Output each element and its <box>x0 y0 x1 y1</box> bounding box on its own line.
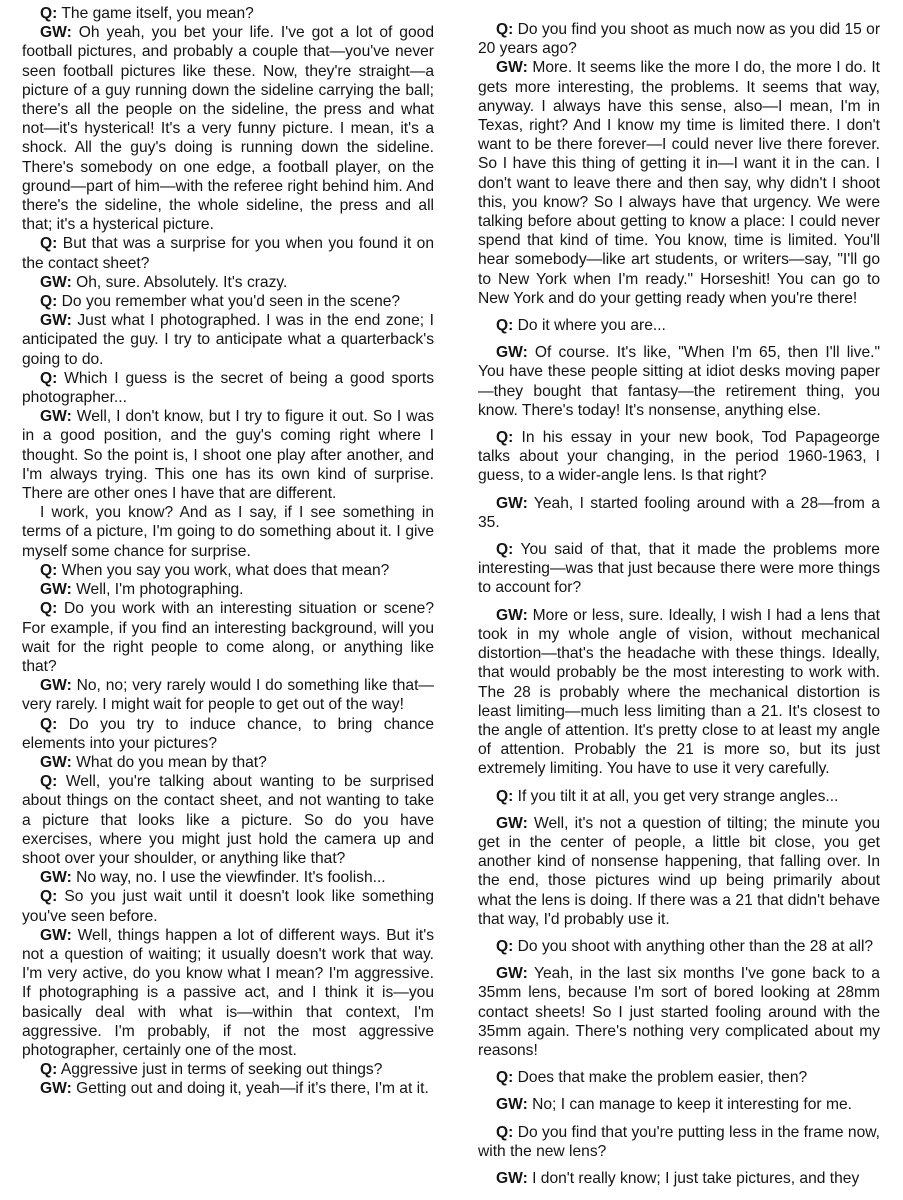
paragraph-text: If you tilt it at all, you get very strange angles... <box>517 787 839 805</box>
speaker-label: GW: <box>40 1080 72 1098</box>
speaker-label: Q: <box>496 21 514 38</box>
paragraph-text: Oh, sure. Absolutely. It's crazy. <box>76 273 288 291</box>
interview-paragraph <box>22 580 434 599</box>
interview-paragraph <box>478 964 880 1060</box>
interview-paragraph <box>22 926 434 1060</box>
speaker-label: Q: <box>40 600 58 618</box>
paragraph-text: So you just wait until it doesn't look like something you've seen before. <box>22 888 434 925</box>
right-column <box>478 20 880 1188</box>
paragraph-text: Well, I'm photographing. <box>76 581 244 599</box>
paragraph-text: Well, I don't know, but I try to figure it out. So I was in a good position, and the guy's coming right where I thought. So the point is, I shoot one play after another, and I'm always trying. This one has its own kind of surprise. There are other ones I have that are different. <box>22 408 435 503</box>
paragraph-text: Do you remember what you'd seen in the scene? <box>61 293 401 311</box>
paragraph-text: Do you try to induce chance, to bring chance elements into your pictures? <box>22 715 434 752</box>
paragraph-text: More or less, sure. Ideally, I wish I had a lens that took in my whole angle of vision, without mechanical distortion—that's the headache with these things. Ideally, that would probably be the most interesting to work with. The 28 is probably where the mechanical distortion is least limiting—much less limiting than a 21. It's closest to the angle of attention. It's pretty close to at least my angle of attention. Probably the 21 is more so, but its just extremely limiting. You have to use it very carefully. <box>478 606 880 778</box>
interview-paragraph <box>478 606 880 779</box>
paragraph-text: Does that make the problem easier, then? <box>517 1069 808 1087</box>
paragraph-text: No way, no. I use the viewfinder. It's foolish... <box>76 869 386 887</box>
interview-paragraph <box>478 937 880 956</box>
interview-paragraph <box>22 23 434 234</box>
speaker-label: GW: <box>40 408 72 426</box>
speaker-label: Q: <box>40 5 58 22</box>
paragraph-text: Aggressive just in terms of seeking out things? <box>60 1061 383 1079</box>
speaker-label: GW: <box>40 677 72 695</box>
interview-paragraph <box>22 369 434 407</box>
interview-paragraph <box>478 20 880 58</box>
paragraph-text: No; I can manage to keep it interesting for me. <box>532 1096 852 1114</box>
paragraph-text: Which I guess is the secret of being a good sports photographer... <box>22 369 434 407</box>
interview-paragraph <box>22 273 434 292</box>
paragraph-text: More. It seems like the more I do, the more I do. It gets more interesting, the problems. It seems that way, anyway. I always have this sense, also—I mean, I'm in Texas, right? And I know my time is limited there. I don't want to be there forever—I could never live there forever. So I have this thing of getting it in—I want it in the can. I don't want to leave there and then say, why didn't I shoot this, you know? So I always have that urgency. We were talking before about getting to know a place: I could never spend that kind of time. You know, time is limited. You'll hear somebody—like art students, or writers—say, "I'll go to New York when I'm ready." Horseshit! You can go to New York and do your getting ready when you're there! <box>478 59 880 307</box>
speaker-label: Q: <box>496 937 514 955</box>
speaker-label: GW: <box>496 494 528 512</box>
interview-paragraph <box>22 311 434 369</box>
speaker-label: GW: <box>40 926 72 944</box>
speaker-label: GW: <box>40 24 72 42</box>
interview-paragraph <box>478 494 880 532</box>
speaker-label: GW: <box>496 1096 528 1114</box>
speaker-label: GW: <box>40 869 72 887</box>
paragraph-text: The game itself, you mean? <box>61 5 254 22</box>
paragraph-text: But that was a surprise for you when you found it on the contact sheet? <box>22 235 434 272</box>
speaker-label: Q: <box>40 293 58 311</box>
left-column <box>22 4 434 1099</box>
interview-paragraph <box>22 772 434 868</box>
interview-paragraph <box>22 715 434 753</box>
paragraph-text: Getting out and doing it, yeah—if it's there, I'm at it. <box>76 1080 429 1098</box>
interview-paragraph <box>22 4 434 23</box>
paragraph-text: Yeah, in the last six months I've gone back to a 35mm lens, because I'm sort of bored looking at 28mm contact sheets! So I just started fooling around with the 35mm again. There's nothing very complicated about my reasons! <box>478 965 880 1059</box>
paragraph-text: Of course. It's like, "When I'm 65, then I'll live." You have these people sitting at idiot desks moving paper—they bought that fantasy—the retirement thing, you know. There's today! It's nonsense, anything else. <box>478 344 880 419</box>
speaker-label: Q: <box>496 541 514 559</box>
interview-paragraph <box>478 787 880 806</box>
interview-paragraph <box>478 316 880 335</box>
paragraph-text: Do you find you shoot as much now as you did 15 or 20 years ago? <box>478 21 881 58</box>
speaker-label: GW: <box>496 965 528 983</box>
speaker-label: GW: <box>40 312 72 330</box>
interview-paragraph <box>22 292 434 311</box>
interview-paragraph <box>22 503 434 561</box>
interview-paragraph <box>478 428 880 486</box>
speaker-label: GW: <box>496 1169 528 1187</box>
interview-paragraph <box>478 1095 880 1114</box>
interview-paragraph <box>478 343 880 420</box>
interview-paragraph <box>478 1068 880 1087</box>
paragraph-text: What do you mean by that? <box>76 753 267 771</box>
interview-paragraph <box>22 676 434 714</box>
paragraph-text: Well, things happen a lot of different ways. But it's not a question of waiting; it usually doesn't work that way. I'm very active, do you know what I mean? I'm aggressive. If photographing is a passive act, and I think it is—you basically deal with what is—within that context, I'm aggressive. I'm probably, if not the most aggressive photographer, certainly one of the most. <box>22 926 434 1059</box>
speaker-label: GW: <box>40 753 72 771</box>
paragraph-text: Just what I photographed. I was in the end zone; I anticipated the guy. I try to anticipate what a quarterback's going to do. <box>22 312 434 368</box>
speaker-label: GW: <box>496 814 528 832</box>
paragraph-text: Do you work with an interesting situation or scene? For example, if you find an interesting background, will you wait for the right people to come along, or anything like that? <box>22 600 434 675</box>
speaker-label: GW: <box>496 59 528 77</box>
speaker-label: GW: <box>40 581 72 599</box>
interview-paragraph <box>22 561 434 580</box>
paragraph-text: I don't really know; I just take pictures, and they <box>532 1169 860 1187</box>
interview-paragraph <box>478 1169 880 1188</box>
paragraph-text: I work, you know? And as I say, if I see something in terms of a picture, I'm going to do something about it. I give myself some chance for surprise. <box>22 504 434 560</box>
paragraph-text: When you say you work, what does that mean? <box>61 561 390 579</box>
paragraph-text: Yeah, I started fooling around with a 28—from a 35. <box>478 494 880 531</box>
speaker-label: Q: <box>40 561 58 579</box>
speaker-label: Q: <box>496 429 514 447</box>
speaker-label: Q: <box>40 715 58 733</box>
paragraph-text: In his essay in your new book, Tod Papageorge talks about your changing, in the period 1960-1963, I guess, to a wider-angle lens. Is that right? <box>478 429 880 485</box>
speaker-label: Q: <box>496 317 514 335</box>
paragraph-text: Oh yeah, you bet your life. I've got a lot of good football pictures, and probably a couple that—you've never seen football pictures like these. Now, they're straight—a picture of a guy running down the sideline carrying the ball; there's all the people on the sideline, the press and what not—it's hysterical! It's a very funny picture. I mean, it's a shock. All the guy's doing is running down the sideline. There's somebody on one edge, a football player, on the ground—part of him—with the referee right behind him. And there's the sideline, the whole sideline, the press and all that; it's a hysterical picture. <box>22 24 434 234</box>
paragraph-text: Do you find that you're putting less in the frame now, with the new lens? <box>478 1123 880 1160</box>
speaker-label: Q: <box>496 1123 514 1141</box>
speaker-label: Q: <box>40 1061 58 1079</box>
interview-paragraph <box>478 540 880 598</box>
interview-paragraph <box>22 868 434 887</box>
paragraph-text: Well, it's not a question of tilting; the minute you get in the center of people, a little bit close, you get another kind of nonsense happening, that falling over. In the end, those pictures wind up being primarily about what the lens is doing. If there was a 21 that didn't behave that way, I'd probably use it. <box>478 814 880 928</box>
interview-paragraph <box>478 814 880 929</box>
paragraph-text: Well, you're talking about wanting to be surprised about things on the contact sheet, and not wanting to take a picture that looks like a picture. So do you have exercises, where you might just hold the camera up and shoot over your shoulder, or anything like that? <box>22 773 434 867</box>
interview-paragraph <box>22 407 434 503</box>
interview-paragraph <box>478 1123 880 1161</box>
paragraph-text: You said of that, that it made the problems more interesting—was that just because there were more things to account for? <box>478 541 880 597</box>
paragraph-text: Do you shoot with anything other than the 28 at all? <box>517 937 874 955</box>
speaker-label: GW: <box>496 606 528 624</box>
speaker-label: Q: <box>40 888 58 906</box>
interview-paragraph <box>22 887 434 925</box>
interview-paragraph <box>478 58 880 308</box>
speaker-label: Q: <box>40 369 58 387</box>
interview-paragraph <box>22 753 434 772</box>
speaker-label: Q: <box>496 787 514 805</box>
interview-paragraph <box>22 234 434 272</box>
speaker-label: GW: <box>40 273 72 291</box>
speaker-label: GW: <box>496 344 528 362</box>
interview-paragraph <box>22 1060 434 1079</box>
interview-paragraph <box>22 599 434 676</box>
speaker-label: Q: <box>496 1069 514 1087</box>
paragraph-text: Do it where you are... <box>517 317 666 335</box>
paragraph-text: No, no; very rarely would I do something like that—very rarely. I might wait for people to get out of the way! <box>22 677 434 714</box>
speaker-label: Q: <box>40 773 58 791</box>
speaker-label: Q: <box>40 235 58 253</box>
interview-paragraph <box>22 1079 434 1098</box>
